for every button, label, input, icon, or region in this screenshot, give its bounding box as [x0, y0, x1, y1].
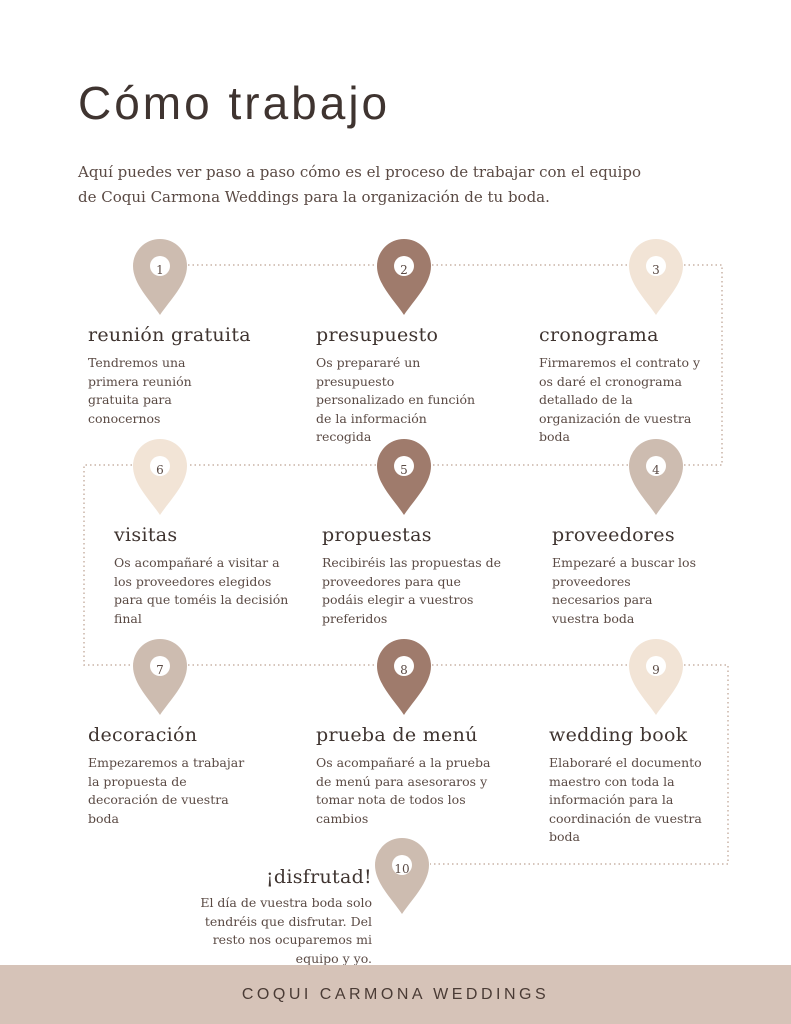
map-pin-icon — [132, 438, 188, 516]
step-pin-4 — [628, 438, 684, 516]
map-pin-icon — [628, 638, 684, 716]
map-pin-icon — [628, 238, 684, 316]
step-pin-2 — [376, 238, 432, 316]
step-title: visitas — [114, 524, 178, 546]
step-description: Firmaremos el contrato y os daré el cronograma detallado de la organización de vuestra boda — [539, 355, 701, 444]
step-7 — [88, 724, 258, 828]
step-pin-5 — [376, 438, 432, 516]
step-number: 9 — [652, 663, 660, 677]
step-number: 7 — [156, 663, 164, 677]
step-description: Recibiréis las propuestas de proveedores para que podáis elegir a vuestros preferidos — [322, 555, 502, 626]
step-1 — [88, 324, 251, 428]
map-pin-icon — [376, 238, 432, 316]
step-3 — [539, 324, 715, 447]
step-10 — [190, 866, 372, 968]
step-title: proveedores — [552, 524, 675, 546]
map-pin-icon — [376, 638, 432, 716]
step-6 — [114, 524, 296, 628]
page-title: Cómo trabajo — [78, 77, 391, 129]
map-pin-icon — [374, 837, 430, 915]
step-number: 1 — [156, 263, 164, 277]
step-description: Empezaré a buscar los proveedores necesarios para vuestra boda — [552, 555, 696, 626]
step-title: cronograma — [539, 324, 659, 346]
step-title: presupuesto — [316, 324, 439, 346]
step-pin-3 — [628, 238, 684, 316]
step-description: Tendremos una primera reunión gratuita para conocernos — [88, 355, 192, 426]
map-pin-icon — [132, 638, 188, 716]
step-pin-7 — [132, 638, 188, 716]
step-4 — [552, 524, 702, 628]
step-title: decoración — [88, 724, 198, 746]
step-pin-1 — [132, 238, 188, 316]
intro-line-2: de Coqui Carmona Weddings para la organización de tu boda. — [78, 188, 550, 206]
step-description: Os prepararé un presupuesto personalizado en función de la información recogida — [316, 355, 476, 444]
step-title: reunión gratuita — [88, 324, 251, 346]
step-description: Os acompañaré a la prueba de menú para asesoraros y tomar nota de todos los cambios — [316, 755, 491, 826]
step-2 — [316, 324, 486, 447]
step-9 — [549, 724, 719, 847]
step-pin-10 — [374, 837, 430, 915]
map-pin-icon — [376, 438, 432, 516]
step-number: 3 — [652, 263, 660, 277]
step-description: Elaboraré el documento maestro con toda la información para la coordinación de vuestra boda — [549, 755, 702, 844]
step-number: 6 — [156, 463, 164, 477]
step-description: El día de vuestra boda solo tendréis que disfrutar. Del resto nos ocuparemos mi equipo y yo. — [200, 895, 372, 966]
step-description: Empezaremos a trabajar la propuesta de decoración de vuestra boda — [88, 755, 245, 826]
step-5 — [322, 524, 504, 628]
step-number: 8 — [400, 663, 408, 677]
step-description: Os acompañaré a visitar a los proveedores elegidos para que toméis la decisión final — [114, 555, 289, 626]
step-title: ¡disfrutad! — [265, 866, 372, 888]
step-title: wedding book — [549, 724, 688, 746]
step-number: 2 — [400, 263, 408, 277]
step-title: propuestas — [322, 524, 432, 546]
map-pin-icon — [132, 238, 188, 316]
intro-line-1: Aquí puedes ver paso a paso cómo es el proceso de trabajar con el equipo — [78, 163, 641, 181]
step-pin-8 — [376, 638, 432, 716]
step-number: 5 — [400, 463, 408, 477]
step-title: prueba de menú — [316, 724, 478, 746]
step-pin-6 — [132, 438, 188, 516]
footer-brand: COQUI CARMONA WEDDINGS — [0, 965, 791, 1024]
step-8 — [316, 724, 506, 828]
step-pin-9 — [628, 638, 684, 716]
step-number: 4 — [652, 463, 660, 477]
step-number: 10 — [394, 862, 410, 876]
map-pin-icon — [628, 438, 684, 516]
